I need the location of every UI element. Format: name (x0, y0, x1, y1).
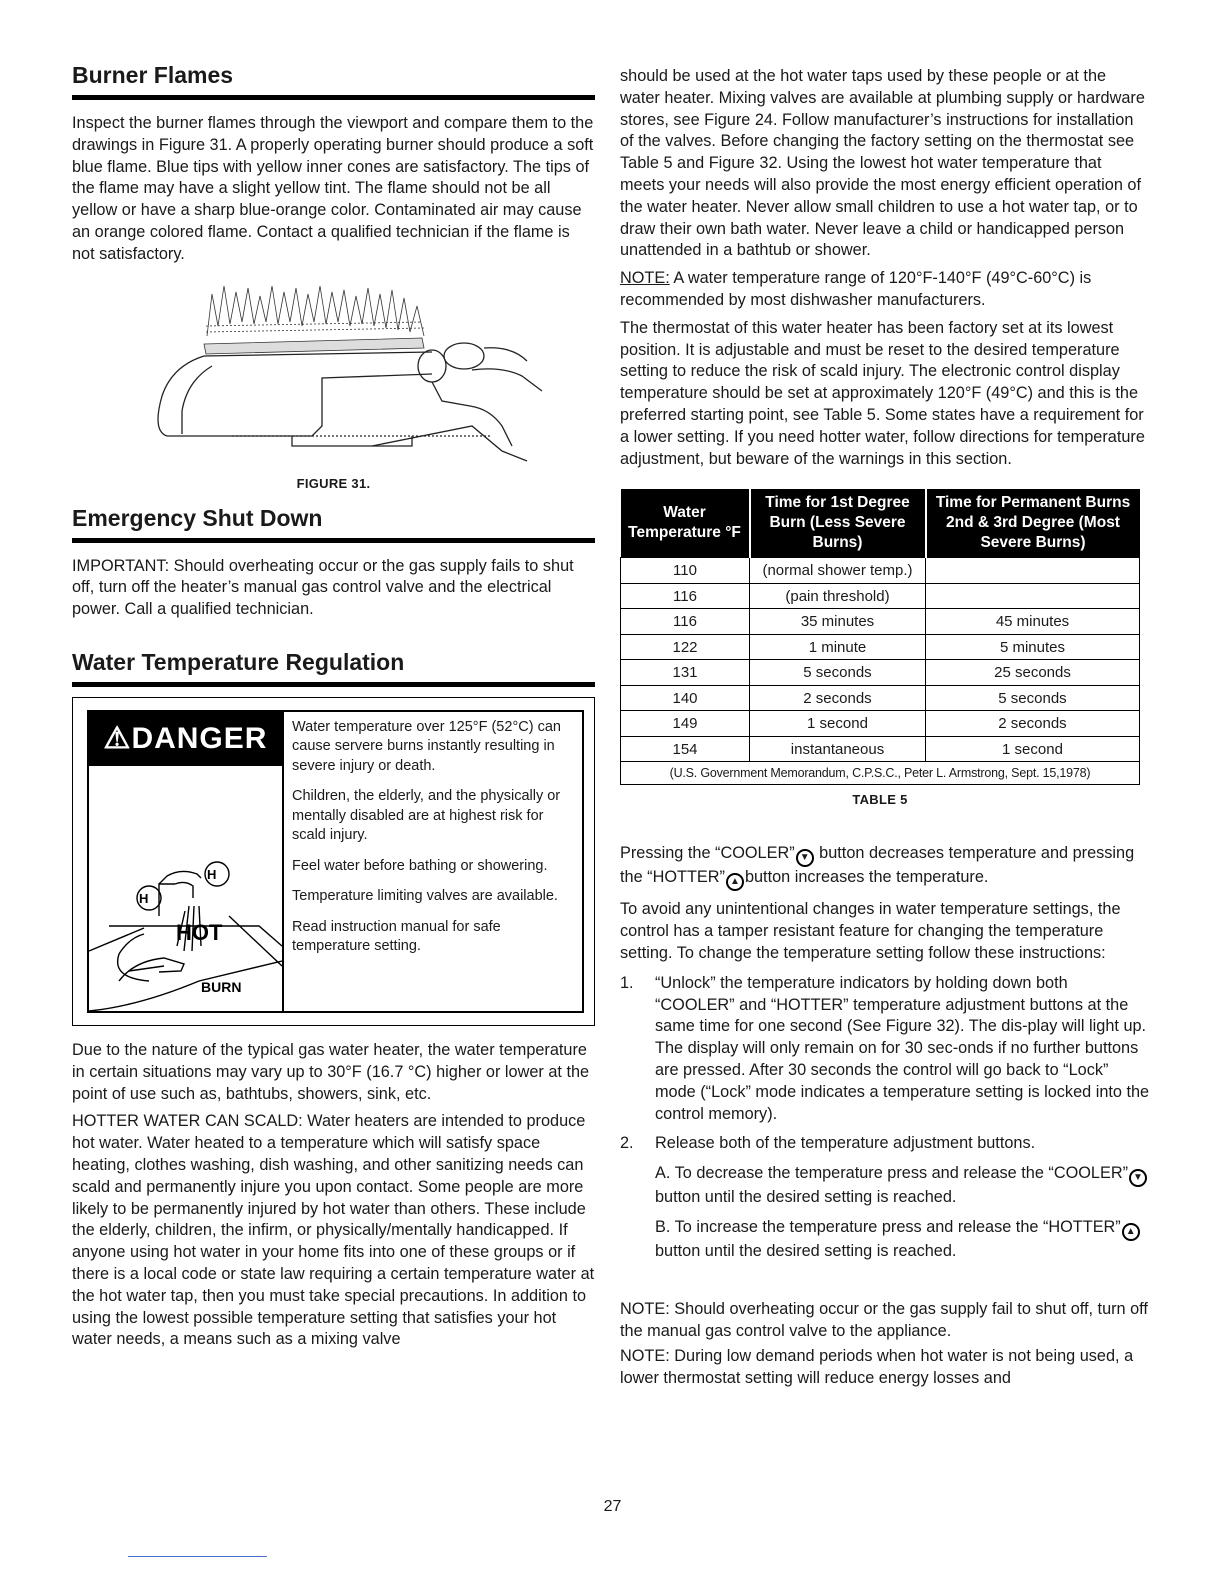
burner-drawing (72, 286, 595, 466)
table-row (621, 685, 1140, 711)
table-row (621, 583, 1140, 609)
danger-line: Water temperature over 125°F (52°C) can cause servere burns instantly resulting in severe injury or death. (292, 718, 561, 774)
table-row (621, 634, 1140, 660)
mixing-valve-text: should be used at the hot water taps used by these people or at the water heater. Mixing valves are available at plumbing supply or hardware stores, see Figure 24. Follow manufacturer’s instructions for installation of the valves. Before changing the factory setting on the thermostat see Table 5 and Figure 32. Using the lowest hot water temperature that meets your needs will also provide the most energy efficient operation of the water heater. Never allow small children to use a hot water tap, or to draw their own bath water. Never leave a child or handicapped person unattended in a bathtub or shower. (620, 67, 1145, 260)
thermostat-text: The thermostat of this water heater has been factory set at its lowest position. It is adjustable and must be reset to the desired temperature setting to reduce the risk of scald injury. The electronic control display temperature should be set at approximately 120°F (49°C) and this is the preferred starting point, see Table 5. Some states have a requirement for a lower setting. If you need hotter water, follow directions for temperature adjustment, but beware of the warnings in this section. (620, 318, 1145, 468)
danger-line: Read instruction manual for safe temperature setting. (292, 918, 501, 955)
table-source: (U.S. Government Memorandum, C.P.S.C., Peter L. Armstrong, Sept. 15,1978) (621, 762, 1140, 785)
danger-badge: ⚠DANGER (89, 712, 282, 766)
cell: 131 (621, 660, 750, 686)
pressing-text-b: button decreases temperature and pressing the “HOTTER” (620, 844, 1135, 887)
sub-a-text-end: button until the desired setting is reached. (655, 1188, 957, 1207)
cell: 5 seconds (926, 685, 1140, 711)
col-header-permanent: Time for Permanent Burns 2nd & 3rd Degree (Most Severe Burns) (926, 489, 1140, 558)
cell: 2 seconds (926, 711, 1140, 737)
cell (926, 583, 1140, 609)
overheating-note: NOTE: Should overheating occur or the gas supply fail to shut off, turn off the manual gas control valve to the appliance. (620, 1299, 1148, 1340)
page-number: 27 (603, 1498, 622, 1515)
cell: 5 minutes (926, 634, 1140, 660)
cell: 25 seconds (926, 660, 1140, 686)
svg-text:H: H (139, 890, 149, 906)
low-demand-note: NOTE: During low demand periods when hot water is not being used, a lower thermostat setting will reduce energy losses and (620, 1347, 1134, 1388)
table-row (621, 609, 1140, 635)
note-text: A water temperature range of 120°F-140°F (49°C-60°C) is recommended by most dishwasher manufacturers. (620, 269, 1092, 309)
hot-water-faucet-icon (89, 766, 282, 1011)
danger-inner-frame (87, 710, 584, 1013)
table-5-caption: TABLE 5 (852, 792, 908, 808)
cell: 1 second (750, 711, 926, 737)
list-item (620, 1133, 1150, 1155)
cell: 110 (621, 558, 750, 584)
col-header-first-degree: Time for 1st Degree Burn (Less Severe Burns) (750, 489, 926, 558)
figure-31-burner-illustration (72, 286, 595, 466)
cell (926, 558, 1140, 584)
cell: instantaneous (750, 736, 926, 762)
burn-label: BURN (201, 978, 242, 995)
danger-text-panel (292, 718, 577, 968)
sub-b-text-end: button until the desired setting is reached. (655, 1241, 957, 1260)
list-text: “Unlock” the temperature indicators by holding down both “COOLER” and “HOTTER” temperature adjustment buttons at the same time for one second (See Figure 32). The dis-play will light up. The display will only remain on for 30 sec-onds if no further buttons are pressed. After 30 seconds the control will go back to “Lock” mode (“Lock” mode indicates a temperature setting is locked into the control memory). (655, 973, 1150, 1123)
emergency-shutdown-heading: Emergency Shut Down (72, 505, 595, 543)
list-text: Release both of the temperature adjustment buttons. (655, 1134, 1036, 1153)
cell: (normal shower temp.) (750, 558, 926, 584)
hotter-button-icon: ▲ (726, 873, 744, 891)
pressing-buttons-text (620, 843, 1150, 891)
cell: 122 (621, 634, 750, 660)
pressing-text-c: button increases the temperature. (744, 868, 989, 887)
dishwasher-note (620, 268, 1150, 312)
list-number: 1. (620, 973, 634, 992)
danger-line: Children, the elderly, and the physically or mentally disabled are at highest risk for scald injury. (292, 788, 561, 844)
sub-step-b (620, 1217, 1150, 1263)
pressing-text-a: Pressing the “COOLER” (620, 844, 795, 863)
hotter-button-icon: ▲ (1122, 1223, 1140, 1241)
cell: 1 minute (750, 634, 926, 660)
cooler-button-icon: ▼ (796, 849, 814, 867)
cell: 2 seconds (750, 685, 926, 711)
table-row (621, 736, 1140, 762)
cell: (pain threshold) (750, 583, 926, 609)
sub-b-text: B. To increase the temperature press and release the “HOTTER” (655, 1217, 1121, 1236)
hot-label: HOT (176, 919, 223, 945)
footer-rule (128, 1556, 267, 1557)
svg-text:H: H (207, 866, 217, 882)
danger-warning-box (72, 697, 595, 1026)
burner-flames-heading: Burner Flames (72, 62, 595, 100)
danger-line: Feel water before bathing or showering. (292, 857, 548, 874)
note-label: NOTE: (620, 269, 670, 288)
cell: 116 (621, 609, 750, 635)
cell: 116 (621, 583, 750, 609)
left-column (72, 62, 595, 1351)
cell: 1 second (926, 736, 1140, 762)
cooler-button-icon: ▼ (1129, 1169, 1147, 1187)
figure-31-caption: FIGURE 31. (296, 475, 371, 491)
list-item (620, 973, 1150, 1126)
table-row (621, 711, 1140, 737)
cell: 149 (621, 711, 750, 737)
table-row (621, 660, 1140, 686)
burn-time-table (620, 489, 1140, 785)
tamper-resistant-text: To avoid any unintentional changes in water temperature settings, the control has a tamper resistant feature for changing the temperature setting. To change the temperature setting follow these instructions: (620, 900, 1121, 962)
cell: 5 seconds (750, 660, 926, 686)
table-header-row (621, 489, 1140, 558)
temperature-variation-text: Due to the nature of the typical gas water heater, the water temperature in certain situations may vary up to 30°F (16.7 °C) higher or lower at the point of use such as, bathtubs, showers, sink, etc. (72, 1040, 590, 1103)
emergency-shutdown-text: IMPORTANT: Should overheating occur or the gas supply fails to shut off, turn off the heater’s manual gas control valve and the electrical power. Call a qualified technician. (72, 556, 574, 619)
list-number: 2. (620, 1134, 634, 1153)
cell: 154 (621, 736, 750, 762)
sub-a-text: A. To decrease the temperature press and release the “COOLER” (655, 1164, 1128, 1183)
table-source-row (621, 762, 1140, 785)
danger-illustration-panel (89, 712, 284, 1011)
burner-flames-text: Inspect the burner flames through the viewport and compare them to the drawings in Figure 31. A properly operating burner should produce a soft blue flame. Blue tips with yellow inner cones are satisfactory. The tips of the flame may have a slight yellow tint. The flame should not be all yellow or have a sharp blue-orange color. Contaminated air may cause an orange colored flame. Contact a qualified technician if the flame is not satisfactory. (72, 114, 594, 263)
danger-line: Temperature limiting valves are available. (292, 888, 558, 905)
water-temp-regulation-heading: Water Temperature Regulation (72, 649, 595, 687)
right-column (620, 66, 1150, 1390)
sub-step-a (620, 1163, 1150, 1209)
cell: 35 minutes (750, 609, 926, 635)
col-header-water-temp: Water Temperature °F (621, 489, 750, 558)
cell: 140 (621, 685, 750, 711)
cell: 45 minutes (926, 609, 1140, 635)
hotter-water-scald-text: HOTTER WATER CAN SCALD: Water heaters are intended to produce hot water. Water heated to a temperature which will satisfy space heating, clothes washing, dish washing, and other sanitizing needs can scald and permanently injure you upon contact. Some people are more likely to be permanently injured by hot water than others. These include the elderly, children, the infirm, or physically/mentally handicapped. If anyone using hot water in your home fits into one of these groups or if there is a local code or state law requiring a certain temperature water at the hot water tap, then you must take special precautions. In addition to using the lowest possible temperature setting that satisfies your hot water needs, a means such as a mixing valve (72, 1112, 595, 1349)
table-row (621, 558, 1140, 584)
